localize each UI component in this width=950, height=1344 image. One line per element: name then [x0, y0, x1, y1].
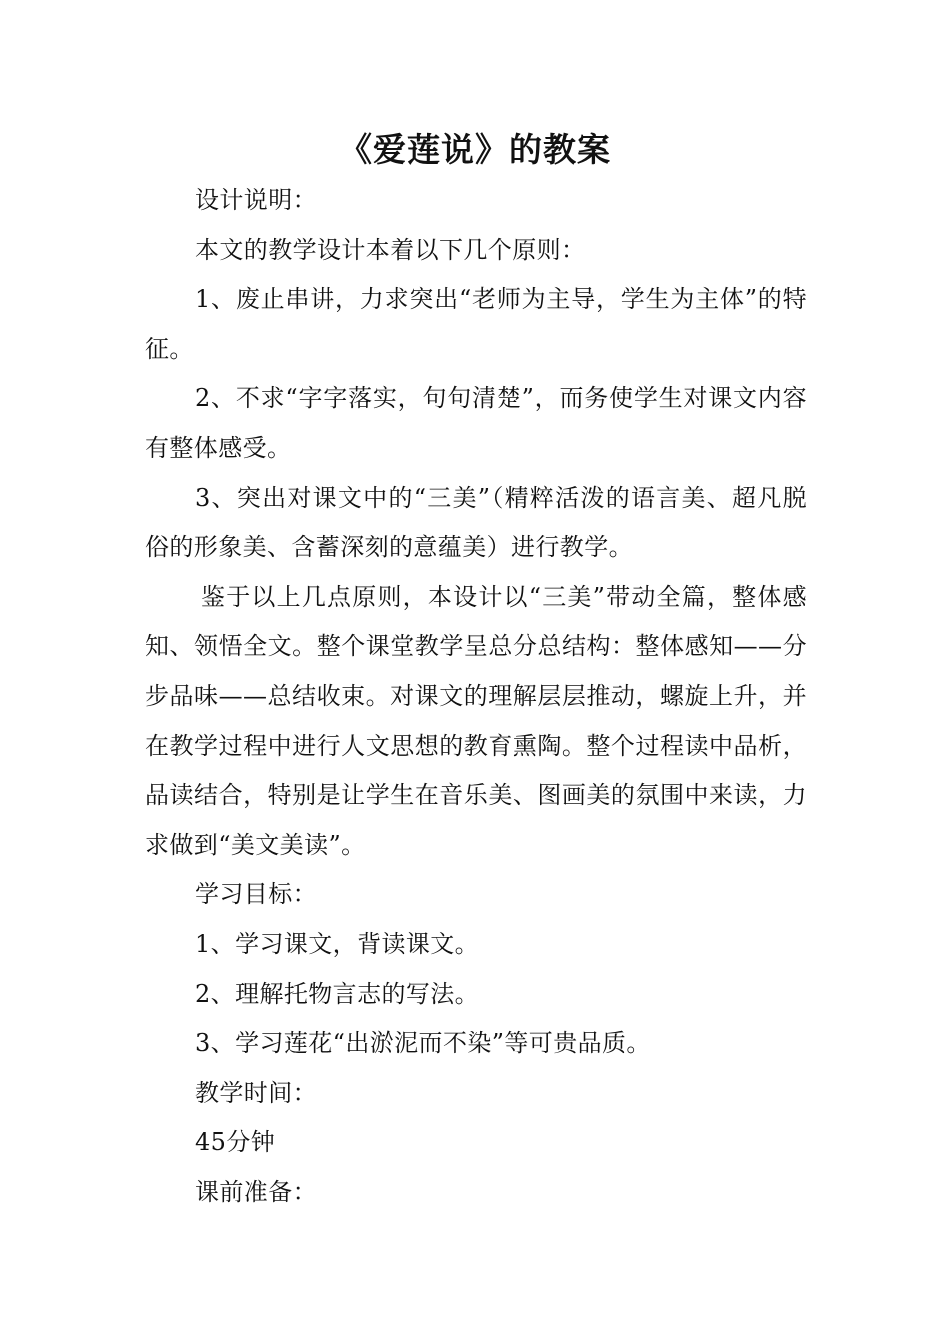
paragraph-principle-1: 1、废止串讲，力求突出“老师为主导，学生为主体”的特征。 [145, 285, 807, 363]
paragraph-principle-2: 2、不求“字字落实，句句清楚”，而务使学生对课文内容有整体感受。 [145, 384, 807, 462]
paragraph-goal-1: 1、学习课文，背读课文。 [195, 929, 480, 958]
document-body [145, 176, 807, 1217]
paragraph-principles-intro: 本文的教学设计本着以下几个原则： [195, 235, 586, 264]
paragraph-goal-2: 2、理解托物言志的写法。 [195, 979, 480, 1008]
section-heading-teaching-time: 教学时间： [195, 1078, 317, 1107]
paragraph-teaching-time: 45分钟 [195, 1128, 276, 1157]
section-heading-preparation: 课前准备： [195, 1177, 317, 1206]
paragraph-principle-3: 3、突出对课文中的“三美”（精粹活泼的语言美、超凡脱俗的形象美、含蓄深刻的意蕴美）进行教学。 [145, 483, 807, 562]
document-title: 《爱莲说》的教案 [339, 130, 611, 169]
paragraph-design-summary: 鉴于以上几点原则，本设计以“三美”带动全篇，整体感知、领悟全文。整个课堂教学呈总分总结构：整体感知——分步品味——总结收束。对课文的理解层层推动，螺旋上升，并在教学过程中进行人文思想的教育熏陶。整个过程读中品析，品读结合，特别是让学生在音乐美、图画美的氛围中来读，力求做到“美文美读”。 [145, 582, 807, 859]
section-heading-design-notes: 设计说明： [195, 186, 317, 214]
section-heading-learning-goals: 学习目标： [195, 880, 317, 909]
paragraph-goal-3: 3、学习莲花“出淤泥而不染”等可贵品质。 [195, 1029, 651, 1058]
